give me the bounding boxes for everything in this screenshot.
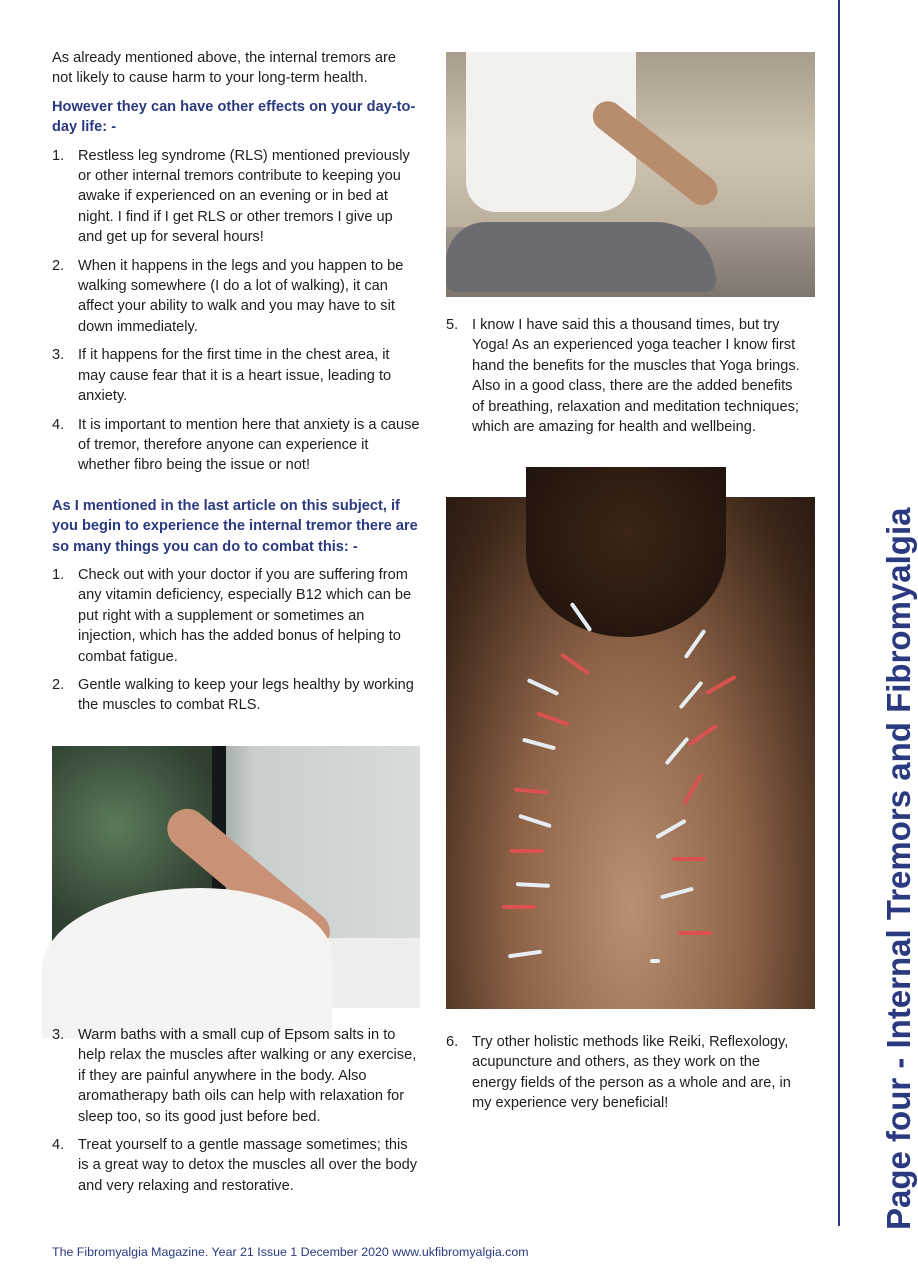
- list-item: [52, 1135, 420, 1196]
- list-item: [52, 1025, 420, 1127]
- list-number: 1.: [52, 566, 65, 583]
- list-item: [446, 1032, 806, 1114]
- yoga-photo: [446, 52, 815, 297]
- list-number: 1.: [52, 147, 65, 164]
- left-column-bottom: [52, 1025, 420, 1204]
- list-text: It is important to mention here that anxiety is a cause of tremor, therefore anyone can experience it whether fibro being the issue or not!: [78, 416, 420, 474]
- list-item: [52, 256, 420, 338]
- list-item: [446, 315, 806, 437]
- list-text: Warm baths with a small cup of Epsom salts in to help relax the muscles after walking or any exercise, if they are painful anywhere in the body. Also aromatherapy bath oils can help with relaxation for sleep too, so its good just before bed.: [78, 1027, 417, 1125]
- right-column-bottom: [446, 1032, 806, 1122]
- acupuncture-photo: [446, 497, 815, 1009]
- list-text: When it happens in the legs and you happen to be walking somewhere (I do a lot of walking), it can affect your ability to walk and you may have to sit down immediately.: [78, 257, 404, 335]
- list-text: Gentle walking to keep your legs healthy by working the muscles to combat RLS.: [78, 676, 414, 714]
- list-number: 6.: [446, 1034, 459, 1050]
- list-item: [52, 565, 420, 667]
- effects-list: [52, 146, 420, 476]
- bath-photo: [52, 746, 420, 1008]
- side-rule: [838, 0, 840, 1226]
- list-number: 5.: [446, 317, 459, 333]
- list-text: If it happens for the first time in the chest area, it may cause fear that it is a heart issue, leading to anxiety.: [78, 347, 392, 405]
- list-item: [52, 345, 420, 406]
- list-item: [52, 415, 420, 476]
- list-number: 3.: [52, 1027, 65, 1043]
- list-number: 2.: [52, 676, 65, 693]
- page-footer: The Fibromyalgia Magazine. Year 21 Issue 1 December 2020 www.ukfibromyalgia.com: [52, 1245, 529, 1259]
- list-text: I know I have said this a thousand times, but try Yoga! As an experienced yoga teacher I know first hand the benefits for the muscles that Yoga brings. Also in a good class, there are the added benefits of breathing, relaxation and meditation techniques; which are amazing for health and wellbeing.: [472, 317, 800, 436]
- list-item: [52, 146, 420, 248]
- list-text: Try other holistic methods like Reiki, Reflexology, acupuncture and others, as they work on the energy fields of the person as a whole and are, in my experience very beneficial!: [472, 1034, 791, 1112]
- remedies-heading: As I mentioned in the last article on this subject, if you begin to experience the internal tremor there are so many things you can do to combat this: -: [52, 497, 418, 555]
- list-number: 2.: [52, 257, 65, 274]
- list-text: Restless leg syndrome (RLS) mentioned previously or other internal tremors contribute to keeping you awake if experienced on an evening or in bed at night. I find if I get RLS or other tremors I give up and get up for several hours!: [78, 147, 410, 246]
- list-text: Treat yourself to a gentle massage sometimes; this is a great way to detox the muscles all over the body and very relaxing and restorative.: [78, 1137, 418, 1194]
- remedies-list-a: [52, 565, 420, 716]
- left-column-top: [52, 48, 420, 724]
- side-page-title: Page four - Internal Tremors and Fibromyalgia: [880, 507, 917, 1230]
- right-column-top: [446, 315, 806, 445]
- list-number: 3.: [52, 347, 65, 364]
- list-item: [52, 675, 420, 716]
- list-number: 4.: [52, 1137, 65, 1154]
- list-text: Check out with your doctor if you are suffering from any vitamin deficiency, especially B12 which can be put right with a supplement or sometimes an injection, which has the added bonus of helping to combat fatigue.: [78, 566, 412, 665]
- list-number: 4.: [52, 416, 65, 433]
- intro-paragraph: As already mentioned above, the internal tremors are not likely to cause harm to your long-term health.: [52, 50, 396, 87]
- effects-heading: However they can have other effects on your day-to-day life: -: [52, 98, 416, 136]
